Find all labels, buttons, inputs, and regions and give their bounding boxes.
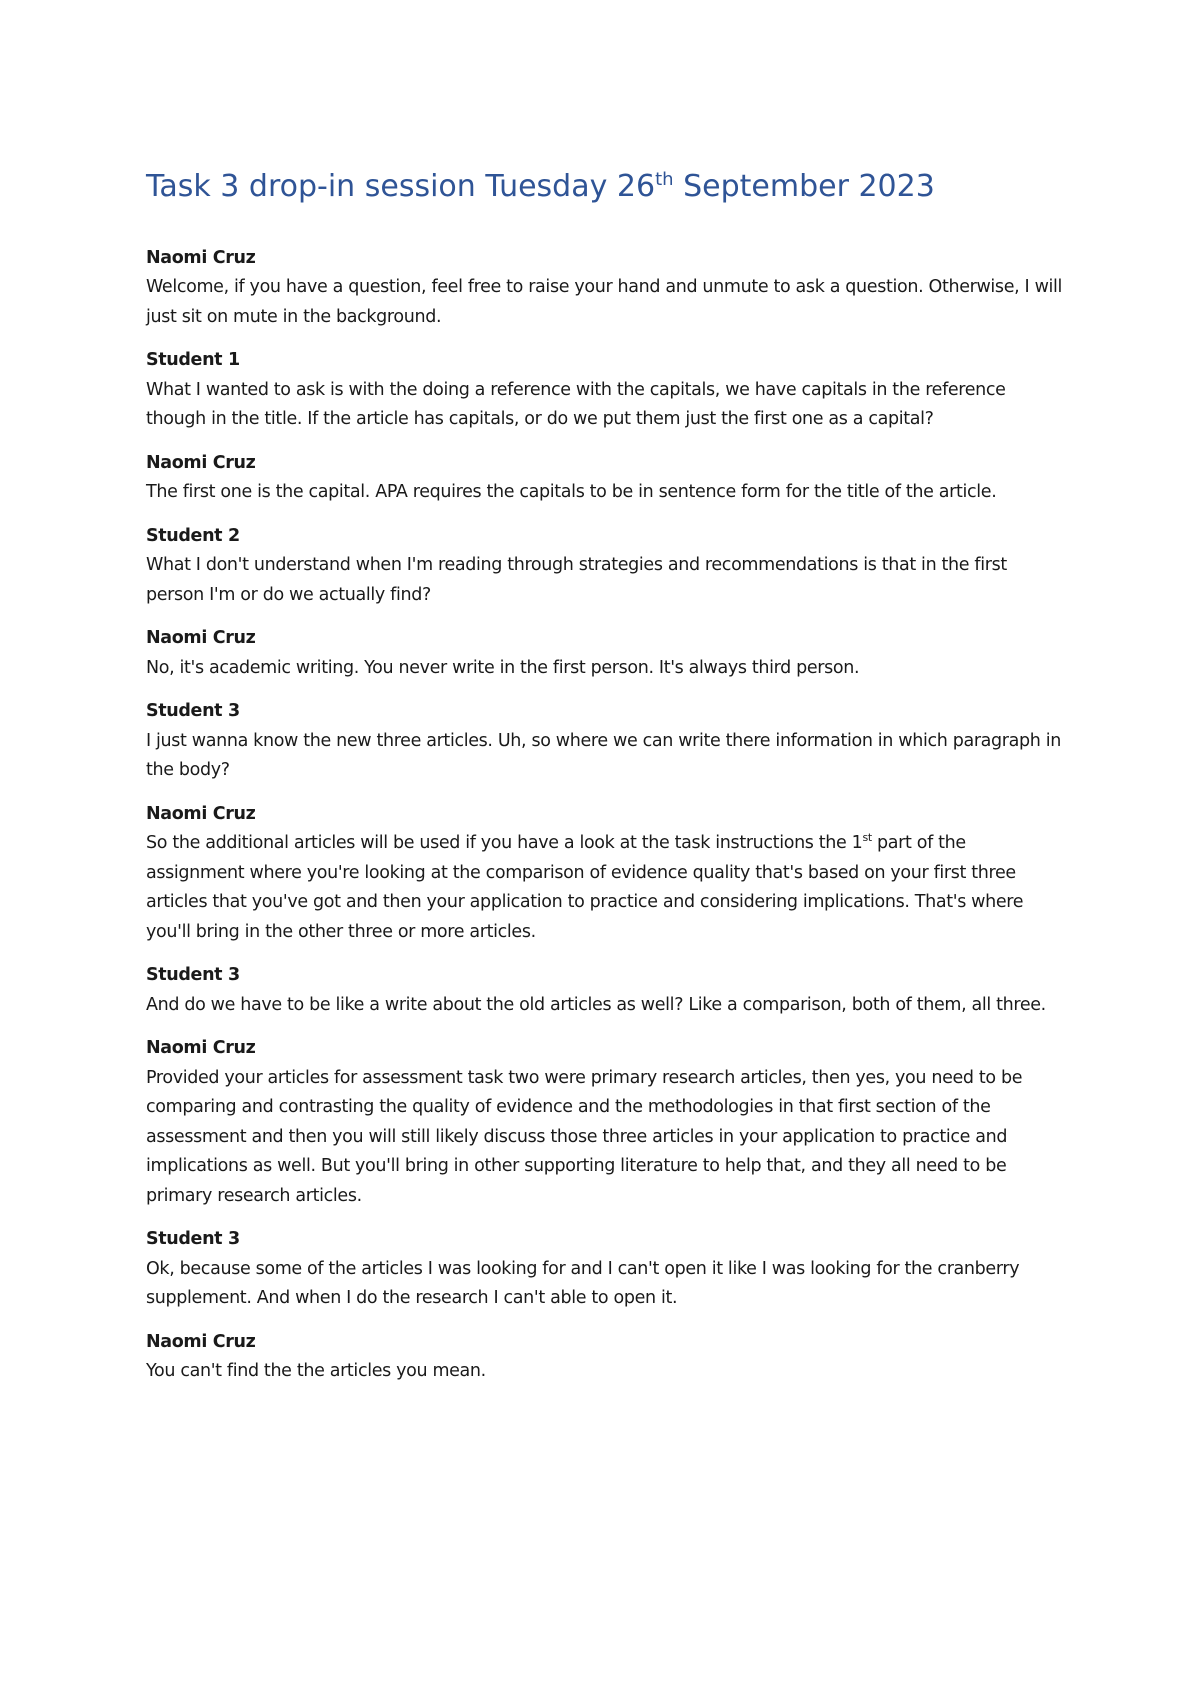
utterance-text: I just wanna know the new three articles. Uh, so where we can write there information in which paragraph in the body?: [146, 730, 1061, 780]
transcript-entry: [146, 697, 1066, 786]
speaker-name: Naomi Cruz: [146, 452, 256, 473]
speaker-name: Student 3: [146, 965, 240, 985]
utterance-text: What I don't understand when I'm reading through strategies and recommendations is that in the first person I'm or do we actually find?: [146, 555, 1007, 605]
speaker-name: Naomi Cruz: [146, 1331, 256, 1352]
document-title: [146, 168, 1066, 206]
transcript-entry: [146, 1328, 1066, 1387]
utterance-text: You can't find the the articles you mean.: [146, 1361, 486, 1381]
utterance-text-part: So the additional articles will be used if you have a look at the task instructions the 1: [146, 833, 863, 853]
transcript-entry: [146, 1034, 1066, 1211]
speaker-name: Student 3: [146, 701, 240, 721]
transcript-entry: [146, 346, 1066, 435]
speaker-name: Student 2: [146, 525, 240, 546]
utterance-text: And do we have to be like a write about the old articles as well? Like a comparison, both of them, all three.: [146, 994, 1046, 1015]
transcript-entry: [146, 624, 1066, 683]
speaker-name: Naomi Cruz: [146, 1038, 256, 1058]
speaker-name: Naomi Cruz: [146, 628, 256, 648]
title-rest: September 2023: [673, 169, 935, 204]
transcript-entry: [146, 1225, 1066, 1314]
title-superscript: th: [655, 169, 674, 190]
ordinal-superscript: st: [862, 831, 872, 845]
transcript-entry: [146, 449, 1066, 508]
speaker-name: Student 3: [146, 1229, 240, 1249]
utterance-text-part: part of the assignment where you're looking at the comparison of evidence quality that's based on your first three articles that you've got and then your application to practice and considering implications. That's where you'll bring in the other three or more articles.: [146, 833, 1024, 942]
transcript-entry: [146, 244, 1066, 333]
utterance-text: No, it's academic writing. You never write in the first person. It's always third person.: [146, 657, 860, 678]
utterance-text: Ok, because some of the articles I was looking for and I can't open it like I was looking for the cranberry supplement. And when I do the research I can't able to open it.: [146, 1258, 1020, 1308]
speaker-name: Naomi Cruz: [146, 803, 256, 824]
speaker-name: Student 1: [146, 350, 240, 370]
transcript-entry: [146, 800, 1066, 948]
utterance-text: The first one is the capital. APA requires the capitals to be in sentence form for the title of the article.: [146, 482, 997, 502]
utterance-text: What I wanted to ask is with the doing a reference with the capitals, we have capitals in the reference though in the title. If the article has capitals, or do we put them just the first one as a capital?: [146, 379, 1006, 429]
document-content: [146, 168, 1066, 1401]
title-main: Task 3 drop-in session Tuesday 26: [146, 169, 656, 204]
utterance-text: Welcome, if you have a question, feel free to raise your hand and unmute to ask a question. Otherwise, I will just sit on mute in the background.: [146, 277, 1063, 327]
utterance-text: [146, 829, 1066, 947]
transcript-entry: [146, 522, 1066, 611]
transcript-entry: [146, 961, 1066, 1020]
speaker-name: Naomi Cruz: [146, 247, 256, 268]
utterance-text: Provided your articles for assessment task two were primary research articles, then yes, you need to be comparing and contrasting the quality of evidence and the methodologies in that first section of the assessment and then you will still likely discuss those three articles in your application to practice and implications as well. But you'll bring in other supporting literature to help that, and they all need to be primary research articles.: [146, 1067, 1023, 1206]
